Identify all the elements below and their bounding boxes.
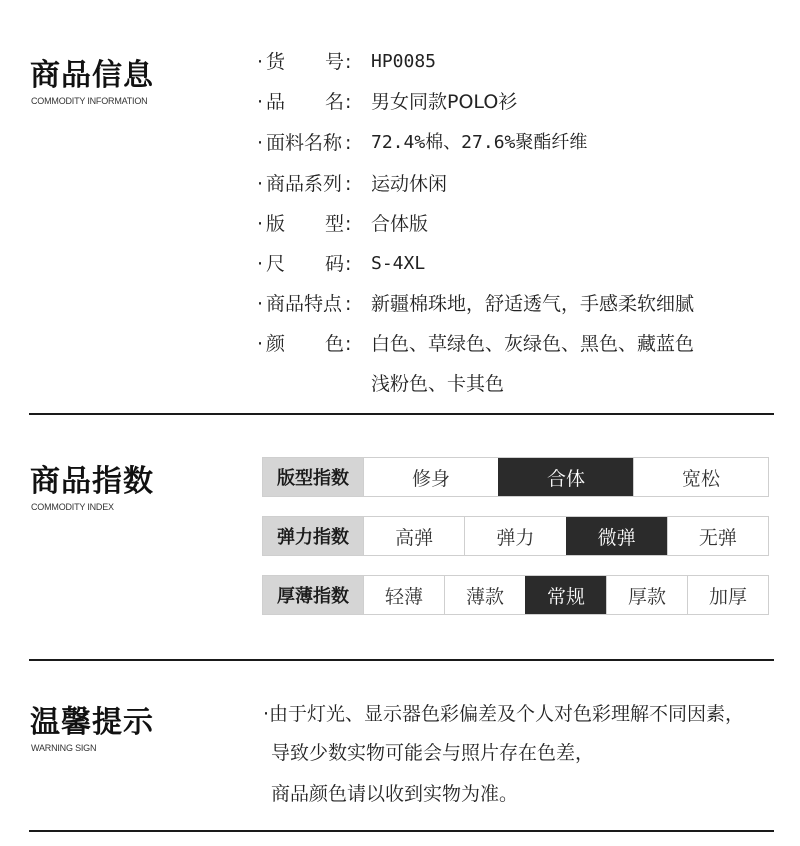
warning-line: 导致少数实物可能会与照片存在色差， xyxy=(271,742,595,764)
warning-section-title: 温馨提示 xyxy=(30,705,154,740)
index-section-title: 商品指数 xyxy=(30,464,154,499)
info-section-subtitle: COMMODITY INFORMATION xyxy=(31,96,148,106)
colon: : xyxy=(345,173,352,195)
colon: : xyxy=(345,132,352,154)
index-option: 薄款 xyxy=(444,576,525,614)
index-option-selected: 常规 xyxy=(525,576,606,614)
info-value: 男女同款POLO衫 xyxy=(371,91,518,113)
index-label: 弹力指数 xyxy=(263,517,363,555)
warning-line: ·由于灯光、显示器色彩偏差及个人对色彩理解不同因素， xyxy=(263,703,745,725)
info-value: 72.4%棉、27.6%聚酯纤维 xyxy=(371,132,588,153)
bullet: · xyxy=(257,91,264,113)
info-key: 面料名称 xyxy=(266,132,343,154)
colon: : xyxy=(345,51,352,73)
info-key: 版 xyxy=(266,213,286,235)
colon: : xyxy=(345,253,352,275)
info-value: 新疆棉珠地，舒适透气，手感柔软细腻 xyxy=(371,293,695,315)
index-option-selected: 合体 xyxy=(498,458,633,496)
info-section-title: 商品信息 xyxy=(30,58,154,93)
bullet: · xyxy=(257,213,264,235)
section-divider xyxy=(29,413,774,415)
index-row xyxy=(262,575,769,615)
colon: : xyxy=(345,91,352,113)
index-option: 高弹 xyxy=(363,517,464,555)
bullet: · xyxy=(257,173,264,195)
info-value: 白色、草绿色、灰绿色、黑色、藏蓝色 xyxy=(371,333,695,355)
info-key: 品 xyxy=(266,91,286,113)
index-row xyxy=(262,457,769,497)
section-divider xyxy=(29,830,774,832)
index-option: 轻薄 xyxy=(363,576,444,614)
index-option: 宽松 xyxy=(633,458,768,496)
colon: : xyxy=(345,293,352,315)
colon: : xyxy=(345,213,352,235)
index-option: 弹力 xyxy=(464,517,565,555)
info-value: S-4XL xyxy=(371,253,426,274)
info-value: HP0085 xyxy=(371,51,437,72)
warning-line: 商品颜色请以收到实物为准。 xyxy=(271,783,519,805)
info-value: 运动休闲 xyxy=(371,173,448,195)
section-divider xyxy=(29,659,774,661)
info-key: 商品系列 xyxy=(266,173,343,195)
info-color-continuation: 浅粉色、卡其色 xyxy=(371,373,505,395)
warning-section-subtitle: WARNING SIGN xyxy=(31,743,97,753)
info-key: 名 xyxy=(325,91,345,113)
bullet: · xyxy=(257,293,264,315)
bullet: · xyxy=(257,132,264,154)
index-option: 无弹 xyxy=(667,517,768,555)
info-key: 颜 xyxy=(266,333,286,355)
index-option: 厚款 xyxy=(606,576,687,614)
info-value: 合体版 xyxy=(371,213,429,235)
bullet: · xyxy=(257,253,264,275)
info-key: 尺 xyxy=(266,253,286,275)
info-key: 号 xyxy=(325,51,345,73)
index-option-selected: 微弹 xyxy=(566,517,667,555)
index-label: 版型指数 xyxy=(263,458,363,496)
bullet: · xyxy=(257,51,264,73)
index-option: 加厚 xyxy=(687,576,768,614)
bullet: · xyxy=(257,333,264,355)
info-key: 货 xyxy=(266,51,286,73)
index-option: 修身 xyxy=(363,458,498,496)
index-row xyxy=(262,516,769,556)
index-label: 厚薄指数 xyxy=(263,576,363,614)
info-key: 商品特点 xyxy=(266,293,343,315)
info-key: 码 xyxy=(325,253,345,275)
colon: : xyxy=(345,333,352,355)
index-section-subtitle: COMMODITY INDEX xyxy=(31,502,114,512)
info-key: 色 xyxy=(325,333,345,355)
info-key: 型 xyxy=(325,213,345,235)
